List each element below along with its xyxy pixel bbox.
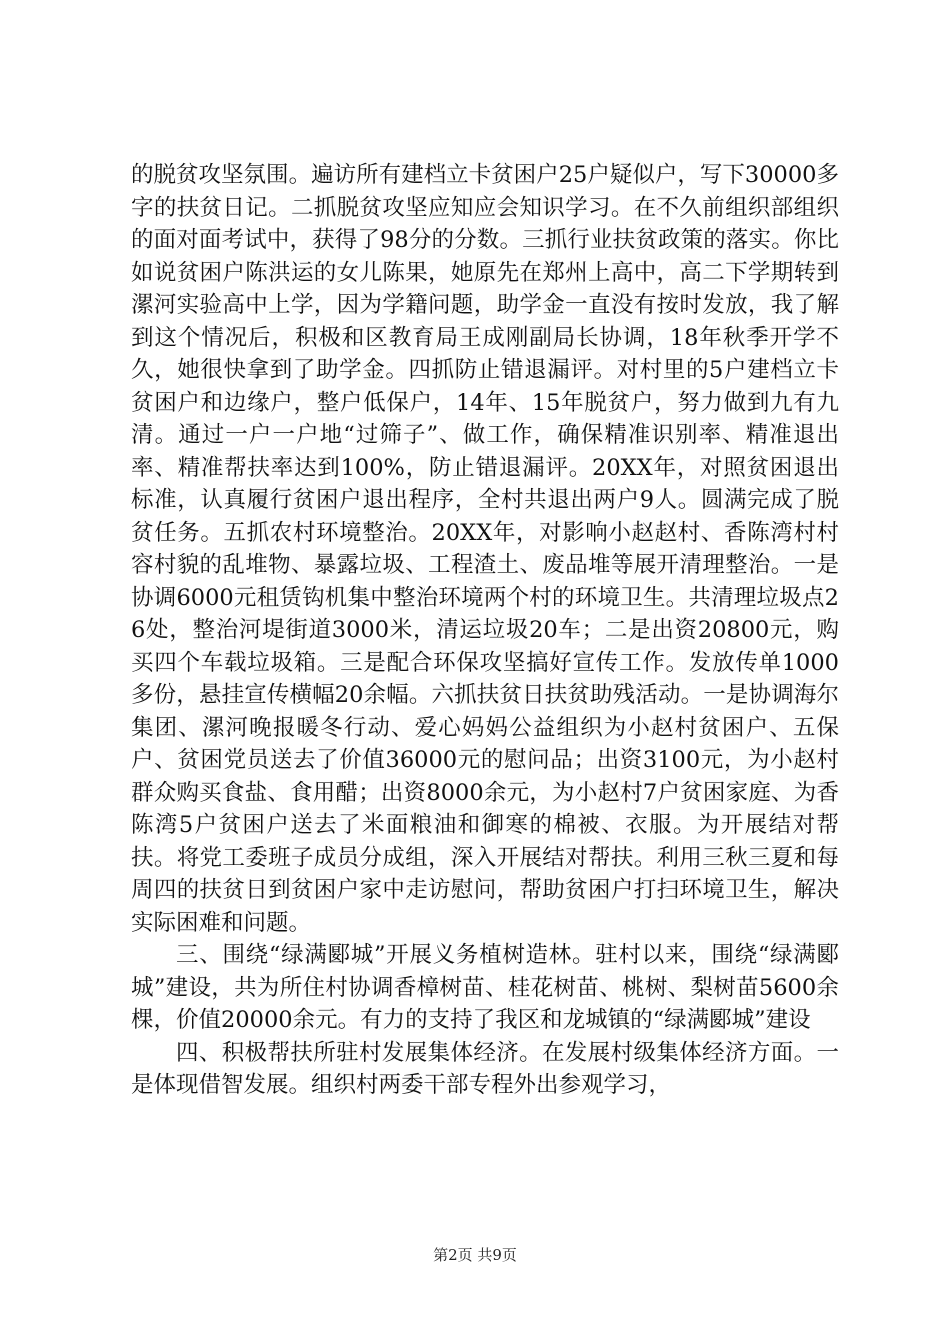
paragraph-1: 的脱贫攻坚氛围。遍访所有建档立卡贫困户25户疑似户，写下30000多字的扶贫日记。二抓脱贫攻坚应知应会知识学习。在不久前组织部组织的面对面考试中，获得了98分的分数。三抓行业扶贫政策的落实。你比如说贫困户陈洪运的女儿陈果，她原先在郑州上高中，高二下学期转到漯河实验高中上学，因为学籍问题，助学金一直没有按时发放，我了解到这个情况后，积极和区教育局王成刚副局长协调，18年秋季开学不久，她很快拿到了助学金。四抓防止错退漏评。对村里的5户建档立卡贫困户和边缘户，整户低保户，14年、15年脱贫户，努力做到九有九清。通过一户一户地“过筛子”、做工作，确保精准识别率、精准退出率、精准帮扶率达到100%，防止错退漏评。20XX年，对照贫困退出标准，认真履行贫困户退出程序，全村共退出两户9人。圆满完成了脱贫任务。五抓农村环境整治。20XX年，对影响小赵赵村、香陈湾村村容村貌的乱堆物、暴露垃圾、工程渣土、废品堆等展开清理整治。一是协调6000元租赁钩机集中整治环境两个村的环境卫生。共清理垃圾点26处，整治河堤街道3000米，清运垃圾20车；二是出资20800元，购买四个车载垃圾箱。三是配合环保攻坚搞好宣传工作。发放传单1000多份，悬挂宣传横幅20余幅。六抓扶贫日扶贫助残活动。一是协调海尔集团、漯河晚报暖冬行动、爱心妈妈公益组织为小赵村贫困户、五保户、贫困党员送去了价值36000元的慰问品；出资3100元，为小赵村群众购买食盐、食用醋；出资8000余元，为小赵村7户贫困家庭、为香陈湾5户贫困户送去了米面粮油和御寒的棉被、衣服。为开展结对帮扶。将党工委班子成员分成组，深入开展结对帮扶。利用三秋三夏和每周四的扶贫日到贫困户家中走访慰问，帮助贫困户打扫环境卫生，解决实际困难和问题。 [131,162,839,936]
paragraph-3: 四、积极帮扶所驻村发展集体经济。在发展村级集体经济方面。一是体现借智发展。组织村两委干部专程外出参观学习， [131,1039,839,1098]
page-footer: 第2页 共9页 [433,1246,517,1264]
paragraph-2: 三、围绕“绿满郾城”开展义务植树造林。驻村以来，围绕“绿满郾城”建设，共为所住村协调香樟树苗、桂花树苗、桃树、梨树苗5600余棵，价值20000余元。有力的支持了我区和龙城镇的“绿满郾城”建设 [131,942,839,1033]
document-body [131,159,839,1102]
